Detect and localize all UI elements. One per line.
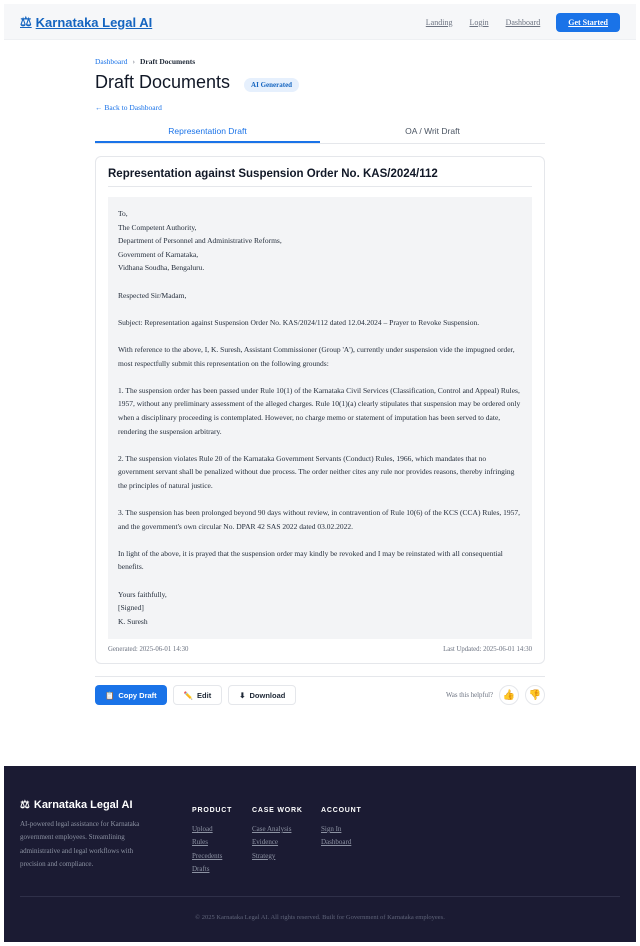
brand-logo-link[interactable] — [20, 14, 152, 30]
footer-column-account — [321, 807, 362, 850]
get-started-button[interactable]: Get Started — [556, 13, 620, 32]
footer-divider — [20, 896, 620, 897]
scales-icon: ⚖ — [20, 14, 32, 29]
footer-link-evidence[interactable]: Evidence — [252, 838, 279, 847]
generated-timestamp: Generated: 2025-06-01 14:30 — [108, 646, 189, 654]
breadcrumb-separator: › — [132, 57, 135, 66]
main-content — [95, 57, 545, 705]
download-icon: ⬇ — [239, 690, 246, 700]
pencil-icon: ✏️ — [183, 690, 194, 700]
top-navbar — [4, 4, 636, 40]
address-line: Vidhana Soudha, Bengaluru. — [118, 263, 205, 273]
address-line: Government of Karnataka, — [118, 249, 199, 259]
edit-label: Edit — [197, 690, 212, 700]
footer-brand — [20, 798, 133, 811]
download-label: Download — [249, 690, 286, 700]
closing-line: K. Suresh — [118, 616, 148, 626]
site-footer — [4, 766, 636, 942]
footer-link-upload[interactable]: Upload — [192, 825, 213, 833]
closing-line: Yours faithfully, — [118, 589, 167, 599]
draft-tabs — [95, 124, 545, 144]
letter-subject: Subject: Representation against Suspension Order No. KAS/2024/112 dated 12.04.2024 – Prayer to Revoke Suspension. — [118, 317, 480, 327]
address-line: To, — [118, 209, 128, 218]
footer-link-drafts[interactable]: Drafts — [192, 865, 210, 874]
footer-column-product — [192, 807, 232, 877]
clipboard-icon: 📋 — [105, 690, 115, 700]
thumbs-down-icon[interactable]: 👎 — [525, 685, 545, 705]
breadcrumb-current: Draft Documents — [140, 57, 196, 66]
draft-letter-body — [108, 197, 532, 639]
footer-link-case-analysis[interactable]: Case Analysis — [252, 825, 292, 833]
footer-heading: CASE WORK — [252, 807, 303, 814]
title-row — [95, 72, 545, 93]
updated-timestamp: Last Updated: 2025-06-01 14:30 — [443, 646, 532, 654]
draft-title: Representation against Suspension Order No. KAS/2024/112 — [108, 168, 532, 187]
scales-icon: ⚖ — [20, 799, 30, 811]
back-to-dashboard-link[interactable]: ← Back to Dashboard — [95, 103, 162, 112]
letter-salutation: Respected Sir/Madam, — [118, 290, 187, 300]
draft-meta — [108, 646, 532, 653]
ai-generated-badge: AI Generated — [244, 78, 299, 92]
edit-button[interactable] — [173, 685, 223, 705]
footer-heading: PRODUCT — [192, 807, 233, 814]
footer-column-case-work — [252, 807, 303, 863]
letter-ground-1: 1. The suspension order has been passed under Rule 10(1) of the Karnataka Civil Services (Classification, Control and Appeal) Rules, 1957, without any preliminary assessment of the alleged charges. Rule 10(1)(a) clearly stipulates that suspension may be ordered only when a disciplinary proceeding is contemplated. However, no charge memo or statement of imputation has been served to date, rendering the suspension arbitrary. — [118, 385, 521, 436]
letter-intro: With reference to the above, I, K. Suresh, Assistant Commissioner (Group 'A'), currently under suspension vide the impugned order, most respectfully submit this representation on the following grounds: — [118, 344, 515, 368]
thumbs-up-icon[interactable]: 👍 — [499, 685, 519, 705]
closing-line: [Signed] — [118, 603, 144, 613]
footer-copyright: © 2025 Karnataka Legal AI. All rights reserved. Built for Government of Karnataka employees. — [195, 914, 445, 921]
address-line: The Competent Authority, — [118, 222, 197, 232]
nav-login-link[interactable]: Login — [469, 18, 489, 27]
actions-divider — [95, 676, 545, 677]
footer-link-sign-in[interactable]: Sign In — [321, 825, 342, 833]
letter-prayer: In light of the above, it is prayed that the suspension order may kindly be revoked and I may be reinstated with all consequential benefits. — [118, 548, 503, 572]
helpful-label: Was this helpful? — [445, 691, 493, 699]
draft-card — [95, 156, 545, 664]
letter-address — [118, 207, 522, 275]
address-line: Department of Personnel and Administrative Reforms, — [118, 236, 282, 246]
copy-draft-button[interactable] — [95, 685, 167, 705]
letter-closing — [118, 588, 522, 629]
tab-oa-writ-draft[interactable]: OA / Writ Draft — [405, 126, 460, 136]
copy-draft-label: Copy Draft — [118, 690, 157, 700]
nav-dashboard-link[interactable]: Dashboard — [505, 18, 541, 27]
footer-link-precedents[interactable]: Precedents — [192, 851, 223, 860]
action-bar — [95, 685, 545, 705]
footer-link-rules[interactable]: Rules — [192, 838, 208, 847]
nav-landing-link[interactable]: Landing — [425, 18, 453, 27]
footer-description: AI-powered legal assistance for Karnataka government employees. Streamlining administrative and legal workflows with precision and compliance. — [20, 820, 140, 869]
footer-link-strategy[interactable]: Strategy — [252, 851, 276, 860]
top-nav — [409, 13, 620, 32]
letter-ground-3: 3. The suspension has been prolonged beyond 90 days without review, in contravention of Rule 10(6) of the KCS (CCA) Rules, 1957, and the government's own circular No. DPAR 42 SAS 2022 dated 03.02.2022. — [118, 508, 521, 531]
download-button[interactable] — [228, 685, 296, 705]
footer-heading: ACCOUNT — [321, 807, 362, 814]
feedback-group — [446, 685, 545, 705]
tab-representation-draft[interactable]: Representation Draft — [95, 124, 320, 143]
brand-name: Karnataka Legal AI — [35, 14, 153, 30]
footer-link-dashboard[interactable]: Dashboard — [321, 838, 352, 847]
page-title: Draft Documents — [95, 72, 231, 92]
breadcrumb-dashboard-link[interactable]: Dashboard — [95, 57, 128, 66]
breadcrumb — [95, 57, 545, 66]
footer-brand-name: Karnataka Legal AI — [33, 798, 133, 811]
letter-ground-2: 2. The suspension violates Rule 20 of the Karnataka Government Servants (Conduct) Rules, 1966, which mandates that no government servant shall be penalized without due process. The order neither cites any rule nor provides reasons, thereby infringing the principles of natural justice. — [118, 453, 515, 490]
